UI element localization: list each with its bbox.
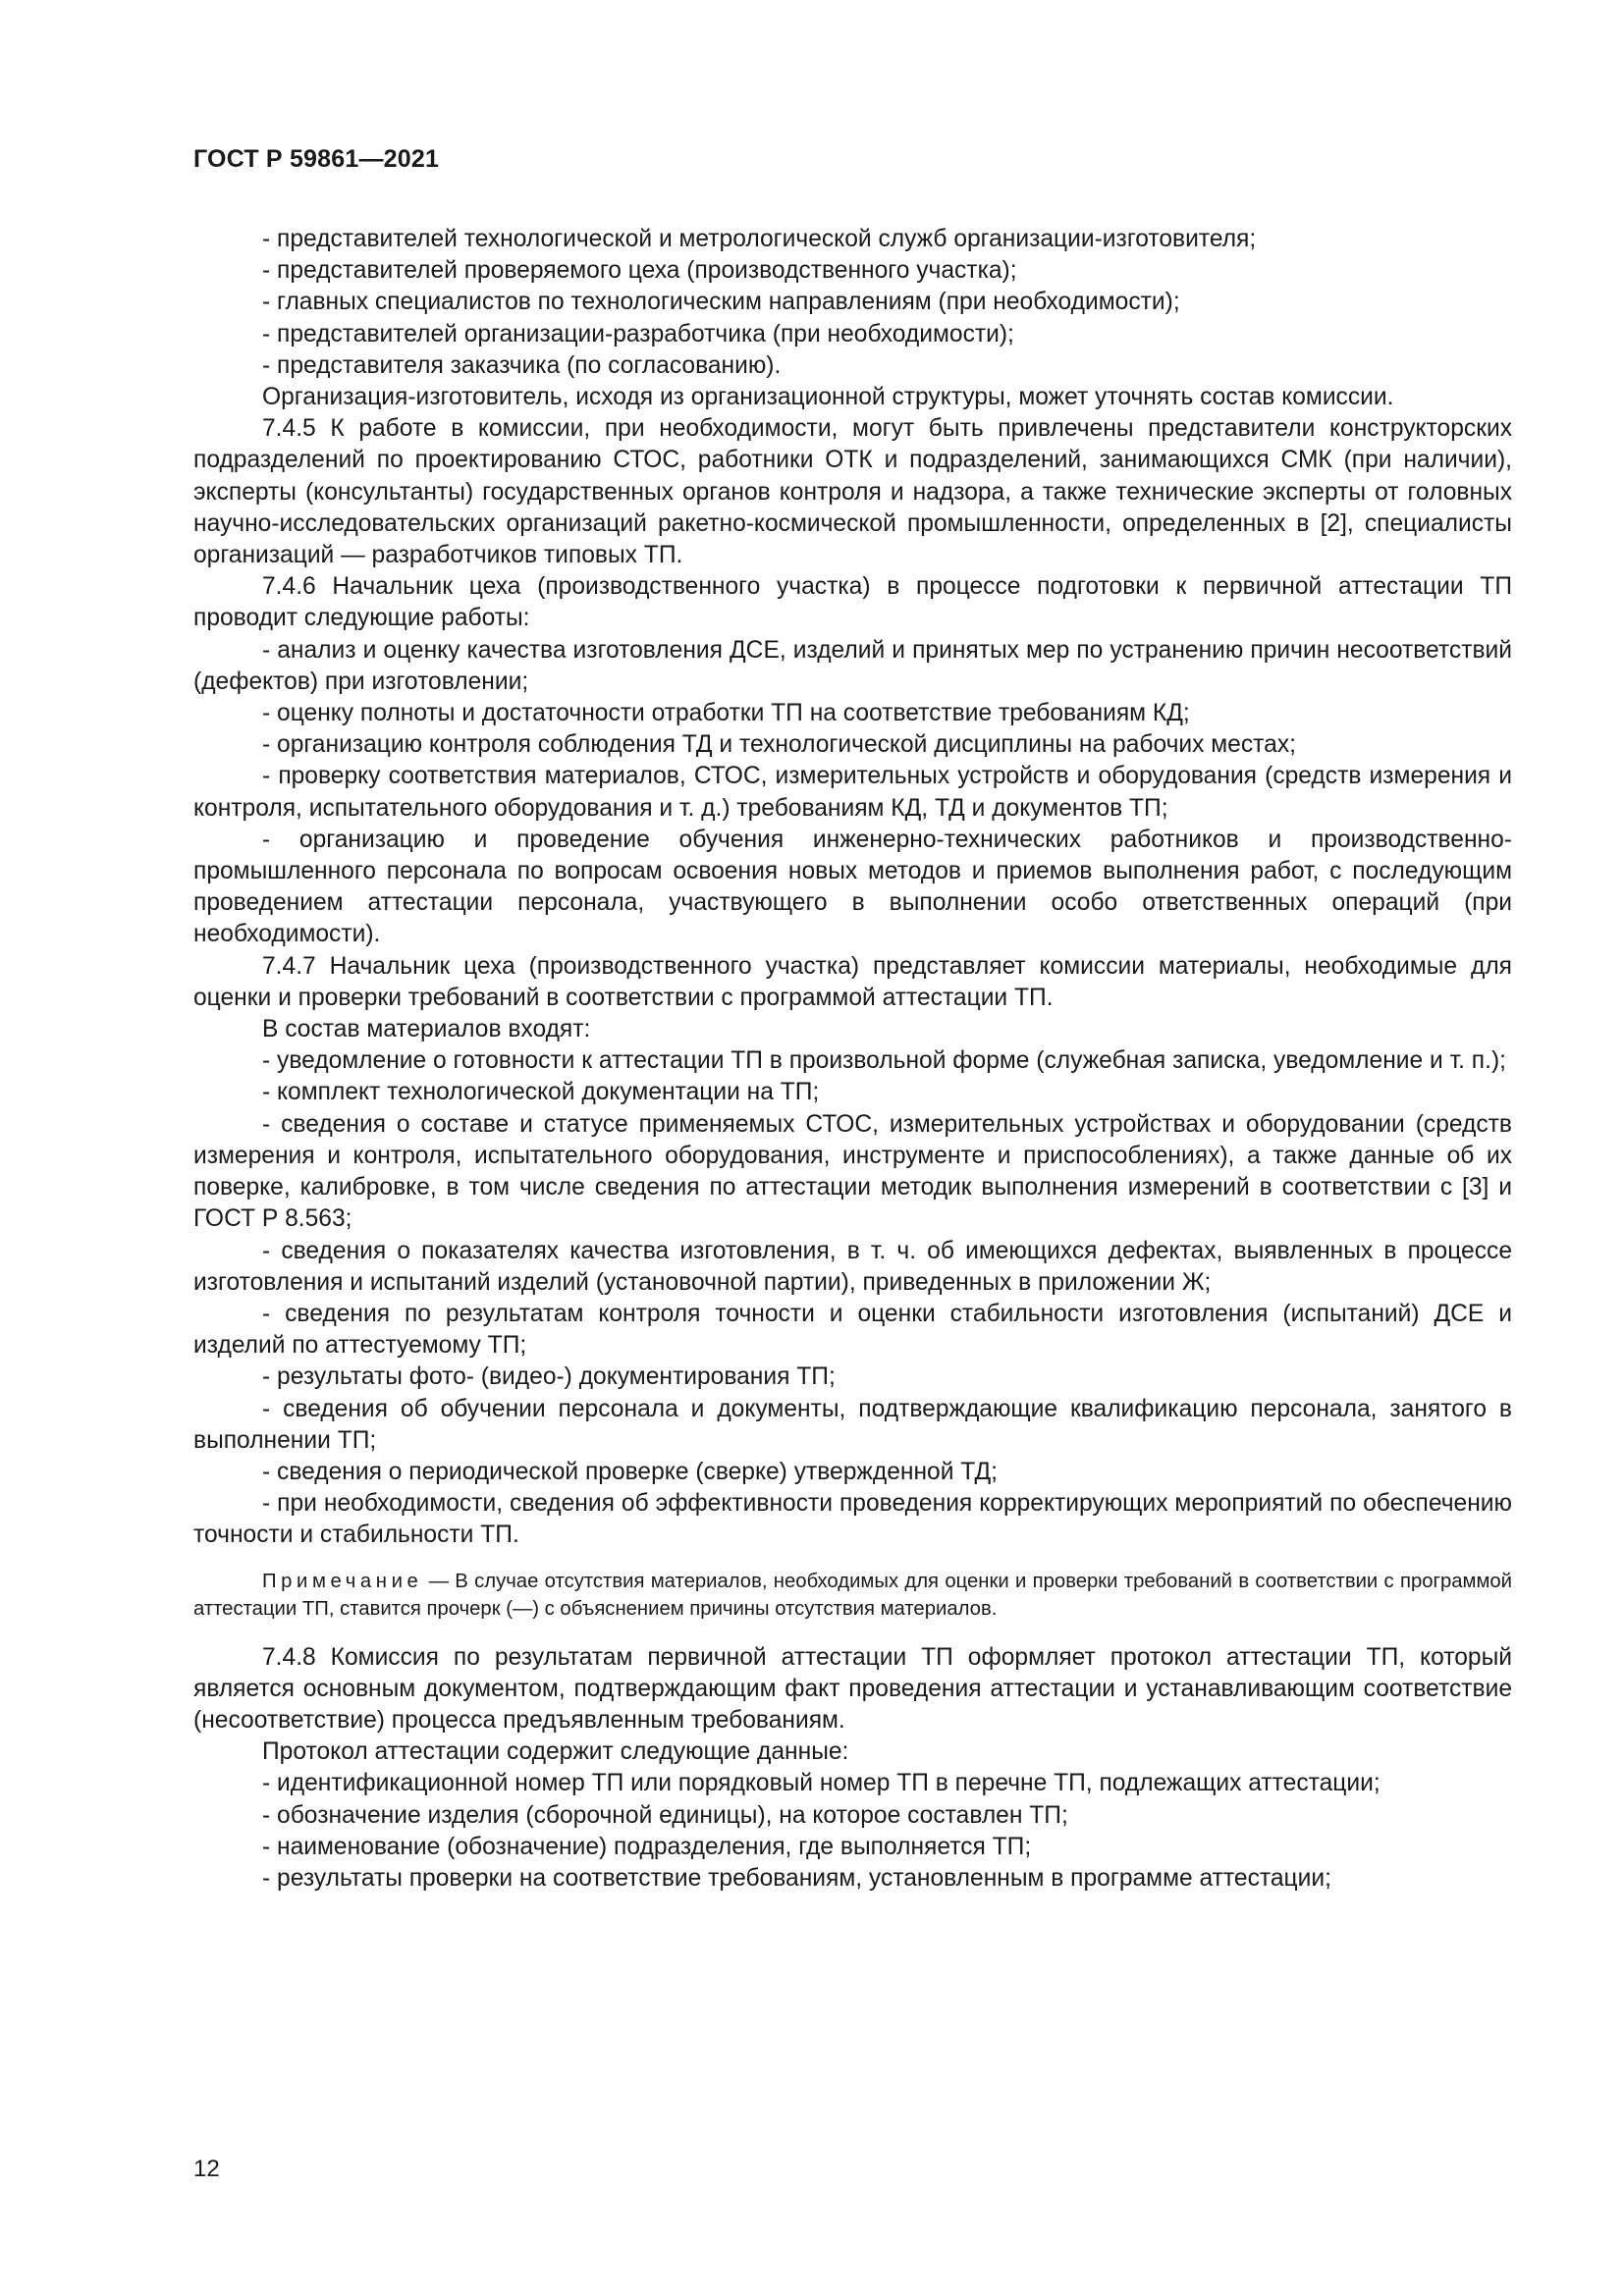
paragraph: - результаты проверки на соответствие требованиям, установленным в программе аттестации; bbox=[262, 1864, 1331, 1892]
note bbox=[193, 1568, 1512, 1623]
paragraph: В состав материалов входят: bbox=[262, 1016, 591, 1043]
paragraph: Протокол аттестации содержит следующие данные: bbox=[262, 1738, 849, 1766]
paragraph: - представителей проверяемого цеха (производственного участка); bbox=[262, 257, 1017, 285]
paragraph: - организацию и проведение обучения инженерно-технических работников и производственно-промышленного персонала по вопросам освоения новых методов и приемов выполнения работ, с последующим проведением аттестации персонала, участвующего в выполнении особо ответственных операций (при необходимости). bbox=[193, 826, 1512, 948]
paragraph: - наименование (обозначение) подразделения, где выполняется ТП; bbox=[262, 1833, 1032, 1860]
paragraph: - сведения об обучении персонала и документы, подтверждающие квалификацию персонала, занятого в выполнении ТП; bbox=[193, 1395, 1512, 1454]
paragraph: Организация-изготовитель, исходя из организационной структуры, может уточнять состав комиссии. bbox=[262, 384, 1394, 411]
paragraph: 7.4.7 Начальник цеха (производственного участка) представляет комиссии материалы, необходимые для оценки и проверки требований в соответствии с программой аттестации ТП. bbox=[193, 952, 1512, 1011]
paragraph: - результаты фото- (видео-) документирования ТП; bbox=[262, 1363, 836, 1391]
note-text: — В случае отсутствия материалов, необходимых для оценки и проверки требований в соответствии с программой аттестации ТП, ставится прочерк (—) с объяснением причины отсутствия материалов. bbox=[193, 1570, 1512, 1620]
paragraph: - сведения о периодической проверке (сверке) утвержденной ТД; bbox=[262, 1458, 998, 1485]
paragraph: - представителя заказчика (по согласованию). bbox=[262, 351, 782, 379]
paragraph: 7.4.8 Комиссия по результатам первичной аттестации ТП оформляет протокол аттестации ТП, который является основным документом, подтверждающим факт проведения аттестации и устанавливающим соответствие (несоответствие) процесса предъявленным требованиям. bbox=[193, 1643, 1512, 1734]
spacer bbox=[193, 1552, 1512, 1568]
paragraph: 7.4.5 К работе в комиссии, при необходимости, могут быть привлечены представители конструкторских подразделений по проектированию СТОС, работники ОТК и подразделений, занимающихся СМК (при наличии), эксперты (консультанты) государственных органов контроля и надзора, а также технические эксперты от головных научно-исследовательских организаций ракетно-космической промышленности, определенных в [2], специалисты организаций — разработчиков типовых ТП. bbox=[193, 415, 1512, 569]
paragraph: 7.4.6 Начальник цеха (производственного участка) в процессе подготовки к первичной аттестации ТП проводит следующие работы: bbox=[193, 573, 1512, 632]
paragraph: - при необходимости, сведения об эффективности проведения корректирующих мероприятий по обеспечению точности и стабильности ТП. bbox=[193, 1490, 1512, 1549]
paragraph: - комплект технологической документации на ТП; bbox=[262, 1079, 820, 1106]
paragraph: - представителей технологической и метрологической служб организации-изготовителя; bbox=[262, 226, 1257, 252]
paragraph: - оценку полноты и достаточности отработки ТП на соответствие требованиям КД; bbox=[262, 700, 1190, 727]
paragraph: - идентификационной номер ТП или порядковый номер ТП в перечне ТП, подлежащих аттестации; bbox=[262, 1770, 1380, 1797]
page-number: 12 bbox=[193, 2156, 220, 2182]
paragraph: - сведения о показателях качества изготовления, в т. ч. об имеющихся дефектах, выявленных в процессе изготовления и испытаний изделий (установочной партии), приведенных в приложении Ж; bbox=[193, 1237, 1512, 1296]
spacer bbox=[193, 1623, 1512, 1642]
paragraph: - проверку соответствия материалов, СТОС, измерительных устройств и оборудования (средств измерения и контроля, испытательного оборудования и т. д.) требованиям КД, ТД и документов ТП; bbox=[193, 763, 1512, 822]
paragraph: - сведения по результатам контроля точности и оценки стабильности изготовления (испытаний) ДСЕ и изделий по аттестуемому ТП; bbox=[193, 1300, 1512, 1360]
paragraph: - главных специалистов по технологическим направлениям (при необходимости); bbox=[262, 289, 1180, 316]
note-label: Примечание bbox=[262, 1570, 423, 1592]
paragraph: - анализ и оценку качества изготовления ДСЕ, изделий и принятых мер по устранению причин несоответствий (дефектов) при изготовлении; bbox=[193, 636, 1512, 695]
paragraph: - обозначение изделия (сборочной единицы), на которое составлен ТП; bbox=[262, 1801, 1068, 1829]
document-header: ГОСТ Р 59861—2021 bbox=[193, 145, 440, 173]
paragraph: - уведомление о готовности к аттестации ТП в произвольной форме (служебная записка, уведомление и т. п.); bbox=[262, 1047, 1506, 1075]
paragraph: - представителей организации-разработчика (при необходимости); bbox=[262, 320, 1014, 347]
paragraph: - организацию контроля соблюдения ТД и технологической дисциплины на рабочих местах; bbox=[262, 731, 1296, 759]
paragraph: - сведения о составе и статусе применяемых СТОС, измерительных устройствах и оборудовании (средств измерения и контроля, испытательного оборудования, инструменте и приспособлениях), а также данные об их поверке, калибровке, в том числе сведения по аттестации методик выполнения измерений в соответствии с [3] и ГОСТ Р 8.563; bbox=[193, 1110, 1512, 1233]
document-body bbox=[193, 224, 1512, 1895]
